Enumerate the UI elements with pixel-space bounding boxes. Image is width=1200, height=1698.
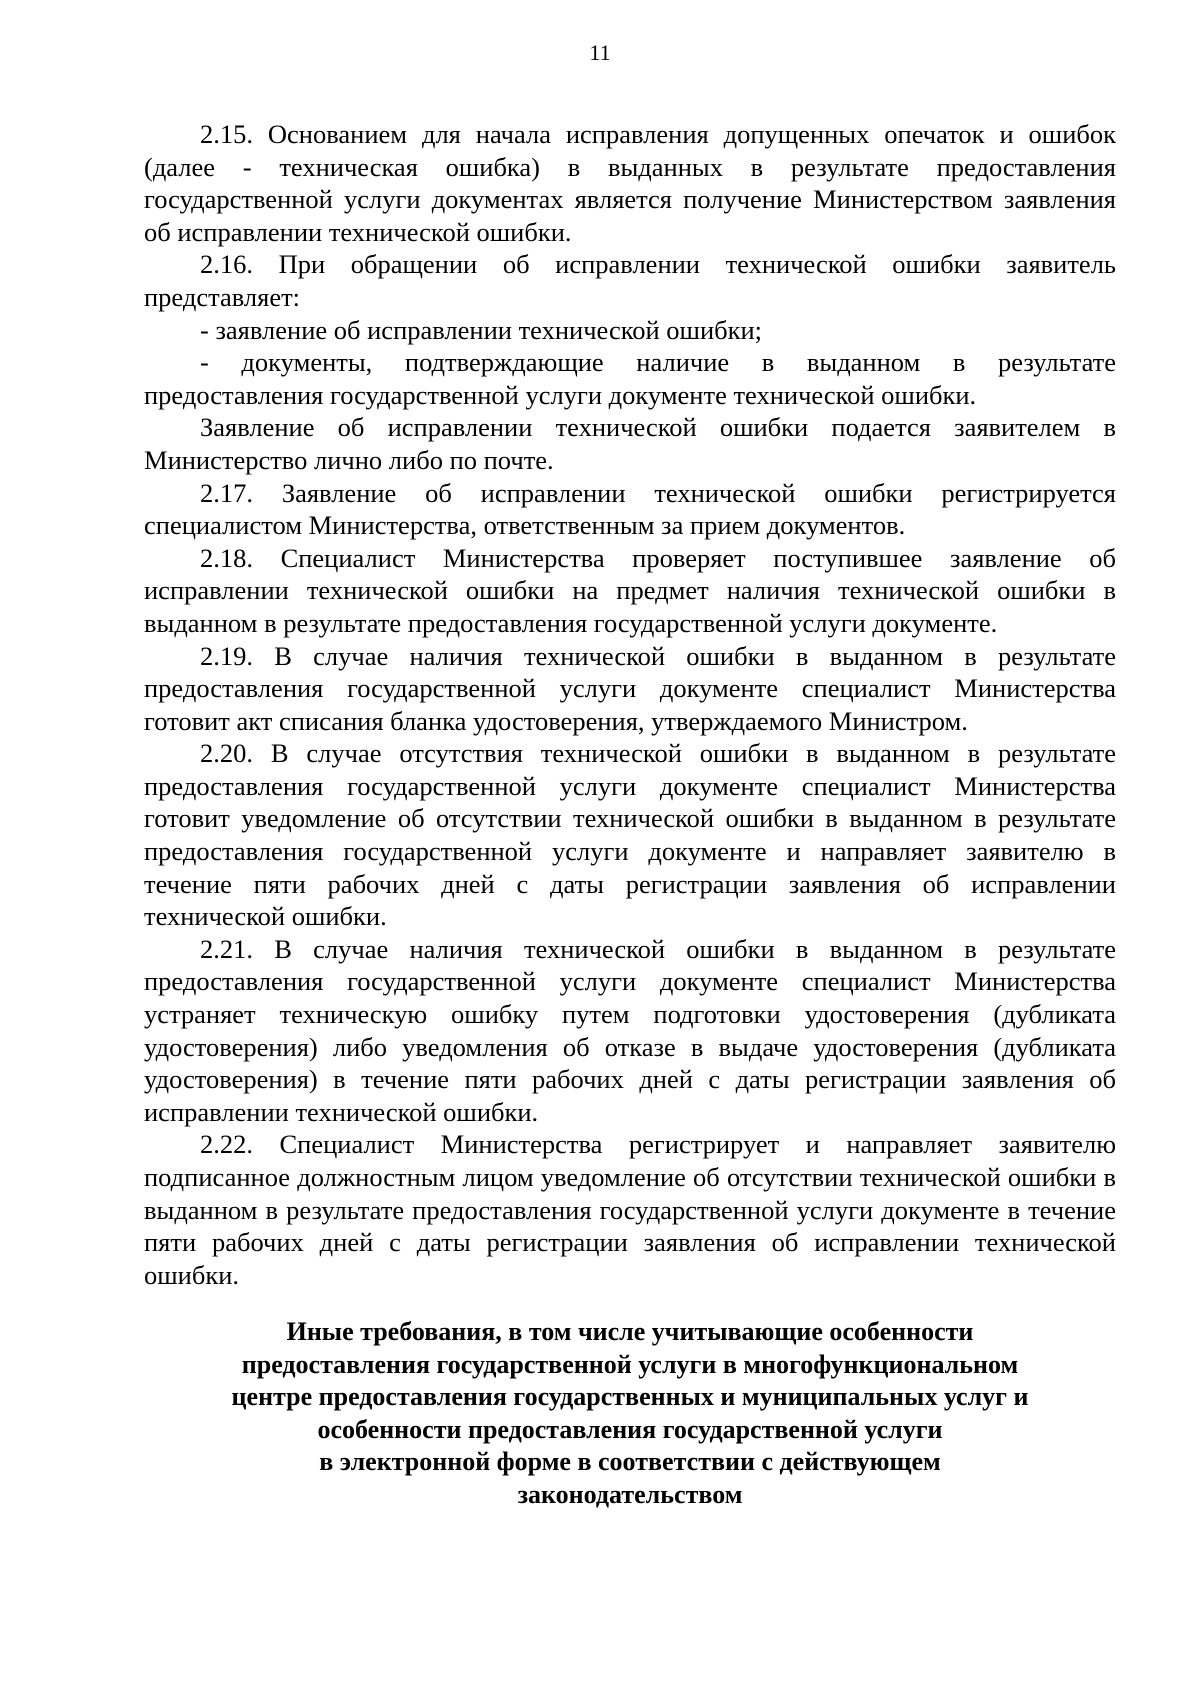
paragraph-2-15: 2.15. Основанием для начала исправления допущенных опечаток и ошибок (далее - техническая ошибка) в выданных в результате предоставления государственной услуги документах является получение Министерством заявления об исправлении технической ошибки. [144,119,1116,247]
heading-line: центре предоставления государственных и муниципальных услуг и [231,1382,1029,1411]
list-item-documents: - документы, подтверждающие наличие в выданном в результате предоставления государственной услуги документе технической ошибки. [144,347,1116,410]
paragraph-2-21: 2.21. В случае наличия технической ошибки в выданном в результате предоставления государственной услуги документе специалист Министерства устраняет техническую ошибку путем подготовки удостоверения (дубликата удостоверения) либо уведомления об отказе в выдаче удостоверения (дубликата удостоверения) в течение пяти рабочих дней с даты регистрации заявления об исправлении технической ошибки. [144,933,1116,1127]
paragraph-2-20: 2.20. В случае отсутствия технической ошибки в выданном в результате предоставления государственной услуги документе специалист Министерства готовит уведомление об отсутствии технической ошибки в выданном в результате предоставления государственной услуги документе и направляет заявителю в течение пяти рабочих дней с даты регистрации заявления об исправлении технической ошибки. [144,738,1116,932]
heading-line: предоставления государственной услуги в многофункциональном [241,1349,1019,1379]
heading-line: законодательством [517,1479,743,1509]
paragraph-2-19: 2.19. В случае наличия технической ошибки в выданном в результате предоставления государственной услуги документе специалист Министерства готовит акт списания бланка удостоверения, утверждаемого Министром. [144,640,1116,736]
page-number: 11 [589,40,611,65]
document-body [144,118,1116,1291]
list-item-application: - заявление об исправлении технической ошибки; [200,314,763,345]
paragraph-2-18: 2.18. Специалист Министерства проверяет поступившее заявление об исправлении технической ошибки на предмет наличия технической ошибки в выданном в результате предоставления государственной услуги документе. [144,542,1116,638]
paragraph-2-16: 2.16. При обращении об исправлении технической ошибки заявитель представляет: [144,249,1116,312]
heading-line: особенности предоставления государственной услуги [317,1414,943,1444]
section-heading [200,1316,1060,1511]
paragraph-2-17: 2.17. Заявление об исправлении технической ошибки регистрируется специалистом Министерства, ответственным за прием документов. [144,477,1116,541]
paragraph-submission: Заявление об исправлении технической ошибки подается заявителем в Министерство лично либо по почте. [144,412,1116,475]
heading-line: Иные требования, в том числе учитывающие особенности [286,1317,974,1346]
paragraph-2-22: 2.22. Специалист Министерства регистрирует и направляет заявителю подписанное должностным лицом уведомление об отсутствии технической ошибки в выданном в результате предоставления государственной услуги документе в течение пяти рабочих дней с даты регистрации заявления об исправлении технической ошибки. [144,1129,1116,1290]
heading-line: в электронной форме в соответствии с действующем [319,1447,941,1476]
